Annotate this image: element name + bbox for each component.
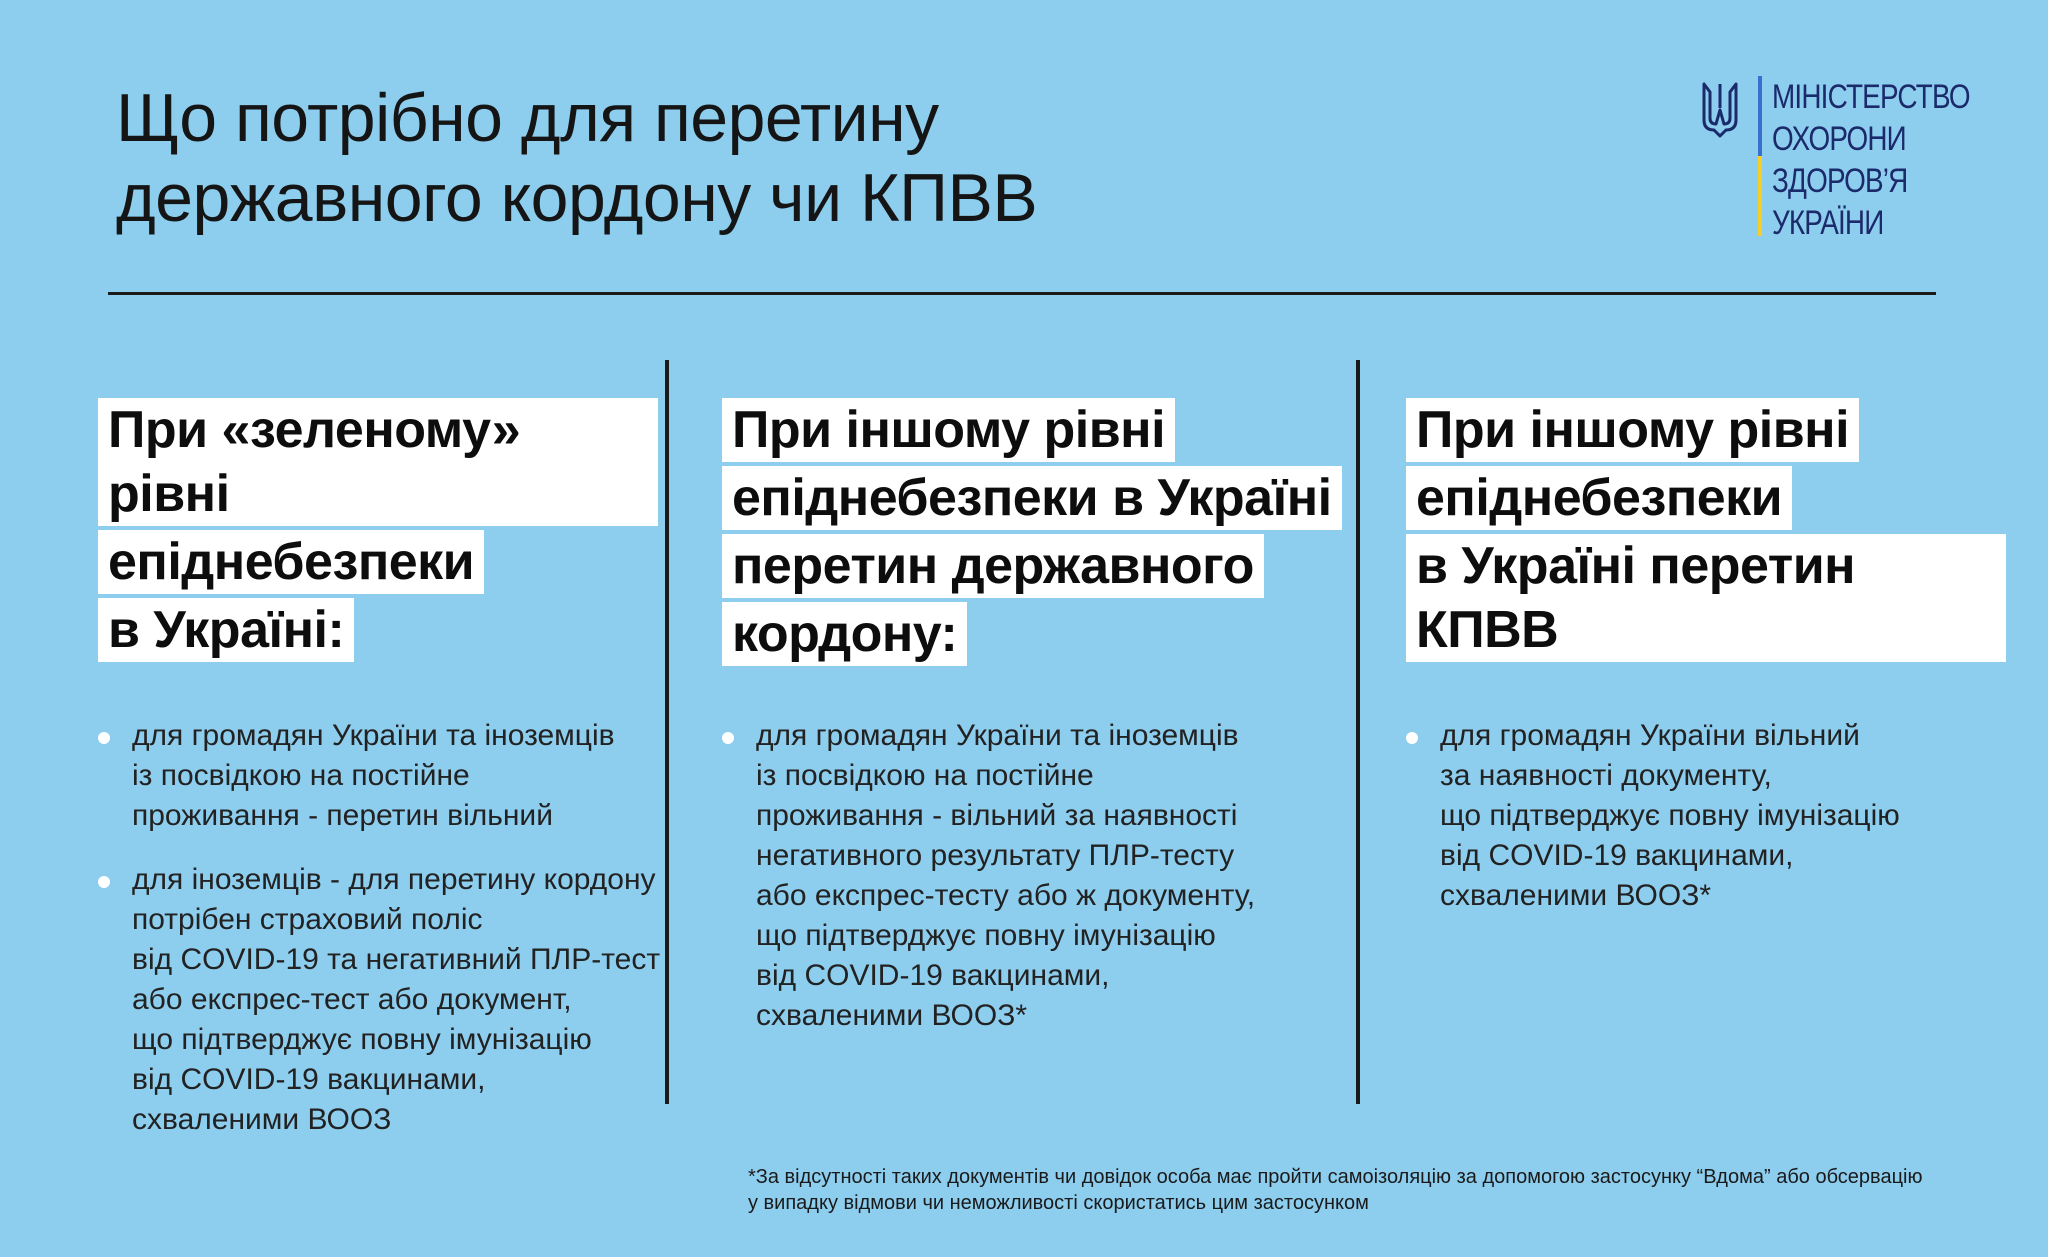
title-line: державного кордону чи КПВВ [116,160,1038,236]
trident-icon [1700,80,1740,138]
footnote-line: у випадку відмови чи неможливості скористатись цим застосунком [748,1192,1369,1214]
list-item-line: для громадян України та іноземців [132,719,615,752]
ministry-name-line: УКРАЇНИ [1772,204,1884,242]
list-item-line: або експрес-тест або документ, [132,983,572,1016]
heading-line: епіднебезпеки [98,530,484,594]
list-item-line: що підтверджує повну імунізацію [756,919,1216,952]
list-item-line: проживання - вільний за наявності [756,799,1238,832]
ministry-name-line: МІНІСТЕРСТВО [1772,78,1970,116]
list-item [722,716,1342,1036]
list-item-line: із посвідкою на постійне [132,759,470,792]
list-item-line: від COVID-19 вакцинами, [1440,839,1794,872]
list-item [98,716,658,836]
list-item-line: для громадян України вільний [1440,719,1860,752]
bullet-dot-icon [98,876,110,888]
bullet-list [98,716,661,1140]
column-other-level-border [722,398,1342,1060]
logo-divider [1758,76,1762,236]
ministry-logo [1700,76,2013,244]
list-item-line: або експрес-тесту або ж документу, [756,879,1256,912]
list-item-line: для громадян України та іноземців [756,719,1239,752]
heading-line: перетин державного [722,534,1264,598]
column-heading [1406,398,2006,662]
list-item-line: від COVID-19 та негативний ПЛР-тест [132,943,661,976]
bullet-dot-icon [722,732,734,744]
heading-line: При іншому рівні [1406,398,1859,462]
list-item [98,860,661,1140]
heading-line: епіднебезпеки [1406,466,1792,530]
list-item-line: від COVID-19 вакцинами, [756,959,1110,992]
ministry-name-line: ОХОРОНИ [1772,120,1906,158]
list-item-line: проживання - перетин вільний [132,799,553,832]
heading-line: в Україні: [98,598,354,662]
list-item-line: схваленими ВООЗ [132,1103,392,1136]
heading-line: кордону: [722,602,967,666]
list-item-line: що підтверджує повну імунізацію [1440,799,1900,832]
list-item-line: із посвідкою на постійне [756,759,1094,792]
list-item [1406,716,2006,916]
heading-line: епіднебезпеки в Україні [722,466,1342,530]
footnote [748,1164,1922,1216]
ministry-name-line: ЗДОРОВ’Я [1772,162,1908,200]
list-item-line: що підтверджує повну імунізацію [132,1023,592,1056]
title-line: Що потрібно для перетину [116,80,939,156]
list-item-line: за наявності документу, [1440,759,1772,792]
bullet-list [1406,716,2006,916]
column-other-level-checkpoint [1406,398,2006,940]
bullet-dot-icon [98,732,110,744]
list-item-line: схваленими ВООЗ* [1440,879,1711,912]
column-green-level [98,398,661,1164]
bullet-list [722,716,1342,1036]
page-title [116,78,1037,238]
ministry-name [1772,76,1970,244]
list-item-line: схваленими ВООЗ* [756,999,1027,1032]
column-heading [722,398,1342,666]
footnote-line: *За відсутності таких документів чи довідок особа має пройти самоізоляцію за допомогою застосунку “Вдома” або обсервацію [748,1166,1923,1188]
column-divider [1356,360,1360,1104]
list-item-line: негативного результату ПЛР-тесту [756,839,1235,872]
list-item-line: для іноземців - для перетину кордону [132,863,656,896]
column-divider [665,360,669,1104]
heading-line: При «зеленому» рівні [98,398,658,526]
list-item-line: потрібен страховий поліс [132,903,483,936]
header-divider [108,292,1936,295]
bullet-dot-icon [1406,732,1418,744]
heading-line: При іншому рівні [722,398,1175,462]
list-item-line: від COVID-19 вакцинами, [132,1063,486,1096]
heading-line: в Україні перетин КПВВ [1406,534,2006,662]
column-heading [98,398,658,662]
